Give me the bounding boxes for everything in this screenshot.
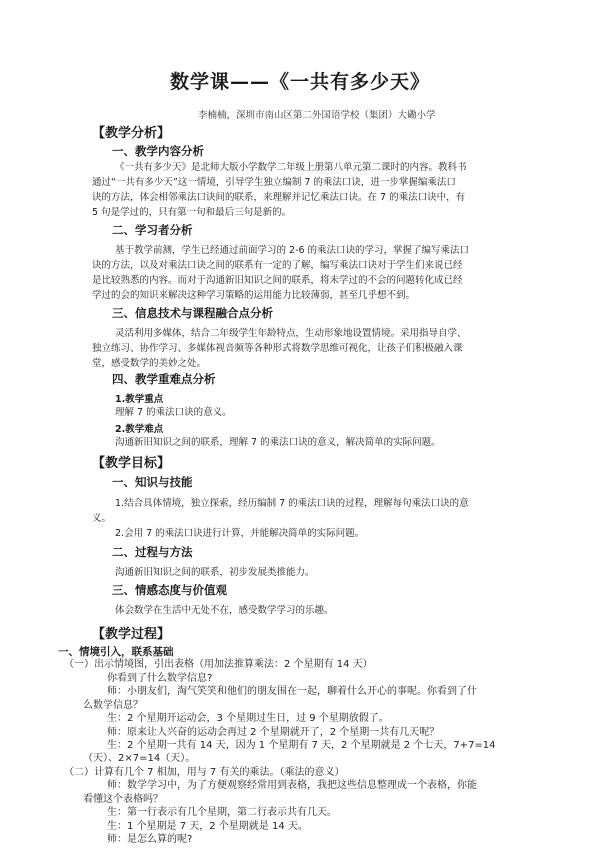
dialog-line: 师：小朋友们，淘气笑笑和他们的朋友围在一起，聊着什么开心的事呢。你看到了什 <box>107 686 477 698</box>
focus-label: 1.教学重点 <box>115 394 164 405</box>
paragraph-line: 诀的方法，以及对乘法口诀之间的联系有一定的了解，编写乘法口诀对于学生们来说已经 <box>92 260 463 271</box>
subheading-learner-analysis: 二、学习者分析 <box>112 223 193 237</box>
dialog-line: 看懂这个表格吗？ <box>83 793 163 805</box>
dialog-line: 师：是怎么算的呢? <box>107 834 193 845</box>
dialog-line: 你看到了什么数学信息? <box>107 672 213 684</box>
subheading-key-points: 四、教学重难点分析 <box>112 372 216 386</box>
paragraph-line: 《一共有多少天》是北师大版小学数学二年级上册第八单元第二课时的内容。教科书 <box>115 162 467 173</box>
paragraph-line: 体会数学在生活中无处不在，感受数学学习的乐趣。 <box>115 605 334 616</box>
section-heading-analysis: 【教学分析】 <box>92 126 171 141</box>
paragraph-line: 基于教学前测，学生已经通过前面学习的 2-6 的乘法口诀的学习，掌握了编写乘法口 <box>115 245 470 256</box>
subheading-content-analysis: 一、教学内容分析 <box>112 144 204 158</box>
difficulty-text: 沟通新旧知识之间的联系，理解 7 的乘法口诀的意义，解决简单的实际问题。 <box>115 437 441 448</box>
dialog-line: 么数学信息？ <box>83 699 143 711</box>
paragraph-line: 堂，感受数学的美妙之处。 <box>92 358 207 369</box>
process-step-heading: （二）计算有几个 7 相加，用与 7 有关的乘法。（乘法的意义） <box>64 766 345 778</box>
paragraph-line: 5 句是学过的，只有第一句和最后三句是新的。 <box>92 207 292 218</box>
paragraph-line: 独立练习、协作学习、多媒体视音频等各种形式将数学思维可视化，让孩子们积极融入课 <box>92 343 463 354</box>
paragraph-line: 1.结合具体情境，独立探索，经历编制 7 的乘法口诀的过程，理解每句乘法口诀的意 <box>115 498 469 509</box>
author-line: 李楠楠，深圳市南山区第二外国语学校（集团）大磡小学 <box>198 110 436 121</box>
section-heading-goals: 【教学目标】 <box>92 456 171 471</box>
subheading-tech-analysis: 三、信息技术与课程融合点分析 <box>112 306 273 320</box>
paragraph-line: 灵活利用多媒体，结合二年级学生年龄特点，生动形象地设置情境。采用指导自学、 <box>115 328 467 339</box>
dialog-line: 生：2 个星期一共有 14 天，因为 1 个星期有 7 天，2 个星期就是 2 个七天，7+7=14 <box>107 740 496 751</box>
paragraph-line: 学过的会的知识来解决这种学习策略的运用能力比较薄弱，甚至几乎想不到。 <box>92 290 416 301</box>
difficulty-label: 2.教学难点 <box>115 424 164 435</box>
subheading-process-method: 二、过程与方法 <box>112 545 193 559</box>
paragraph-line: 义。 <box>92 513 112 524</box>
focus-text: 理解 7 的乘法口诀的意义。 <box>115 407 232 418</box>
paragraph-line: 通过“一共有多少天”这一情境，引导学生独立编制 7 的乘法口诀，进一步掌握编乘法口 <box>92 177 456 188</box>
dialog-line: 生：1 个星期是 7 天，2 个星期就是 14 天。 <box>107 820 308 832</box>
paragraph-line: 2.会用 7 的乘法口诀进行计算，并能解决简单的实际问题。 <box>115 528 365 539</box>
dialog-line: 生：第一行表示有几个星期，第二行表示共有几天。 <box>107 807 337 819</box>
subheading-attitude-values: 三、情感态度与价值观 <box>112 583 227 597</box>
dialog-line: 师：原来让人兴奋的运动会再过 2 个星期就开了，2 个星期一共有几天呢？ <box>107 726 440 738</box>
dialog-line: 生：2 个星期开运动会，3 个星期过生日，过 9 个星期放假了。 <box>107 713 389 725</box>
dialog-line: 师：数学学习中，为了方便观察经常用到表格，我把这些信息整理成一个表格，你能 <box>107 780 477 792</box>
dialog-line: （天）、2×7=14（天）。 <box>83 753 196 765</box>
subheading-knowledge-skills: 一、知识与技能 <box>112 475 193 489</box>
document-title: 数学课——《一共有多少天》 <box>169 71 430 93</box>
paragraph-line: 是比较熟悉的内容。而对于沟通新旧知识之间的联系，将未学过的不会的问题转化成已经 <box>92 275 463 286</box>
paragraph-line: 沟通新旧知识之间的联系，初步发展类推能力。 <box>115 567 315 578</box>
paragraph-line: 诀的方法，体会相邻乘法口诀间的联系，来理解并记忆乘法口诀。在 7 的乘法口诀中，有 <box>92 192 466 203</box>
section-heading-process: 【教学过程】 <box>92 627 171 642</box>
process-part-heading: 一、情境引入，联系基础 <box>58 646 174 658</box>
process-step-heading: （一）出示情境图，引出表格（用加法推算乘法：2 个星期有 14 天） <box>64 659 373 671</box>
